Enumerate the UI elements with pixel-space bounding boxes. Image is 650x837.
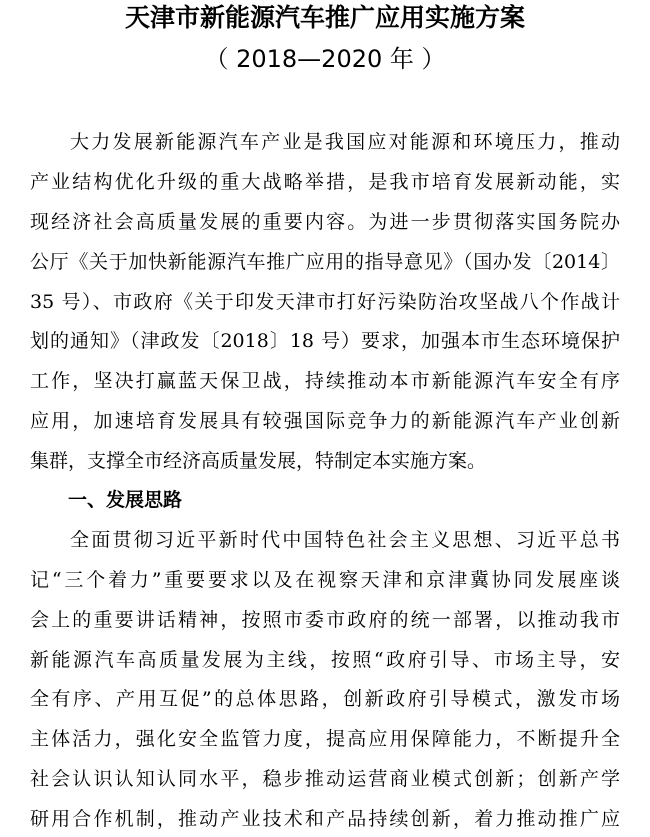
document-subtitle: （ 2018—2020 年 ） xyxy=(204,45,446,73)
paragraph-line: 研用合作机制，推动产业技术和产品持续创新，着力推动推广应 xyxy=(30,808,620,830)
paragraph-line: 现经济社会高质量发展的重要内容。为进一步贯彻落实国务院办 xyxy=(30,211,620,233)
paragraph-line: 应用，加速培育发展具有较强国际竞争力的新能源汽车产业创新 xyxy=(30,410,620,432)
paragraph-line: 大力发展新能源汽车产业是我国应对能源和环境压力，推动 xyxy=(70,131,620,153)
paragraph-line: 全有序、产用互促”的总体思路，创新政府引导模式，激发市场 xyxy=(30,688,620,710)
document-title: 天津市新能源汽车推广应用实施方案 xyxy=(124,3,525,32)
paragraph-line: 35 号）、市政府《关于印发天津市打好污染防治攻坚战八个作战计 xyxy=(30,291,620,313)
paragraph-line: 会上的重要讲话精神，按照市委市政府的统一部署，以推动我市 xyxy=(30,609,620,631)
paragraph-line: 划的通知》（津政发〔2018〕18 号）要求，加强本市生态环境保护 xyxy=(30,330,620,352)
paragraph-line: 公厅《关于加快新能源汽车推广应用的指导意见》（国办发〔2014〕 xyxy=(30,251,620,273)
paragraph-line: 新能源汽车高质量发展为主线，按照“政府引导、市场主导，安 xyxy=(30,649,620,671)
paragraph-line: 工作，坚决打赢蓝天保卫战，持续推动本市新能源汽车安全有序 xyxy=(30,370,620,392)
paragraph-line: 社会认识认知认同水平，稳步推动运营商业模式创新；创新产学 xyxy=(30,768,620,790)
paragraph-line: 记“三个着力”重要要求以及在视察天津和京津冀协同发展座谈 xyxy=(30,569,620,591)
section-heading: 一、发展思路 xyxy=(68,489,183,511)
paragraph-line: 产业结构优化升级的重大战略举措，是我市培育发展新动能，实 xyxy=(30,171,620,193)
paragraph-line: 主体活力，强化安全监管力度，提高应用保障能力，不断提升全 xyxy=(30,728,620,750)
paragraph-line: 集群，支撑全市经济高质量发展，特制定本实施方案。 xyxy=(30,450,487,472)
paragraph-line: 全面贯彻习近平新时代中国特色社会主义思想、习近平总书 xyxy=(70,529,620,551)
